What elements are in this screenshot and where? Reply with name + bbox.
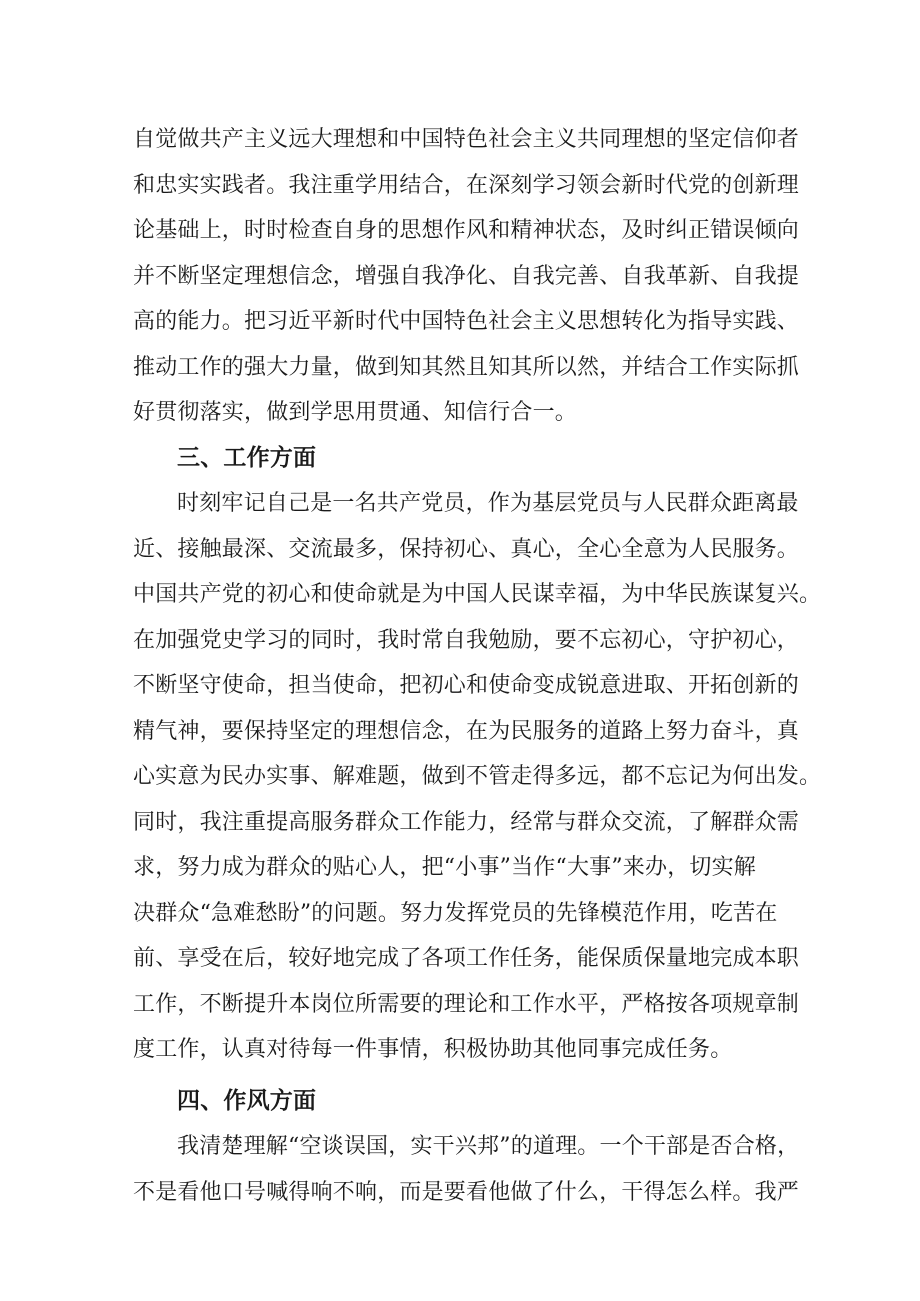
- text-line: 时刻牢记自己是一名共产党员，作为基层党员与人民群众距离最: [177, 491, 799, 516]
- text-line: 近、接触最深、交流最多，保持初心、真心，全心全意为人民服务。: [133, 536, 800, 562]
- section-heading-work: 三、工作方面: [177, 444, 317, 471]
- text-line: 高的能力。把习近平新时代中国特色社会主义思想转化为指导实践、: [133, 309, 800, 334]
- text-line: 并不断坚定理想信念，增强自我净化、自我完善、自我革新、自我提: [133, 263, 800, 289]
- text-line: 自觉做共产主义远大理想和中国特色社会主义共同理想的坚定信仰者: [133, 127, 800, 152]
- text-line: 心实意为民办实事、解难题，做到不管走得多远，都不忘记为何出发。: [133, 764, 822, 789]
- text-line: 中国共产党的初心和使命就是为中国人民谋幸福，为中华民族谋复兴。: [133, 582, 822, 607]
- paragraph-study: [133, 117, 800, 436]
- document-body: [133, 117, 822, 1215]
- text-line: 求，努力成为群众的贴心人，把“小事”当作“大事”来办，切实解: [133, 855, 756, 880]
- text-line: 前、享受在后，较好地完成了各项工作任务，能保质保量地完成本职: [133, 946, 800, 971]
- text-line: 我清楚理解“空谈误国，实干兴邦”的道理。一个干部是否合格，: [177, 1134, 800, 1159]
- section-heading-style: 四、作风方面: [177, 1087, 317, 1114]
- text-line: 同时，我注重提高服务群众工作能力，经常与群众交流，了解群众需: [133, 809, 800, 835]
- text-line: 论基础上，时时检查自身的思想作风和精神状态，及时纠正错误倾向: [133, 218, 800, 243]
- paragraph-style: [133, 1124, 800, 1215]
- text-line: 精气神，要保持坚定的理想信念，在为民服务的道路上努力奋斗，真: [133, 718, 800, 744]
- text-line: 和忠实实践者。我注重学用结合，在深刻学习领会新时代党的创新理: [133, 172, 800, 198]
- paragraph-work: [133, 481, 822, 1073]
- text-line: 推动工作的强大力量，做到知其然且知其所以然，并结合工作实际抓: [133, 354, 800, 380]
- text-line: 好贯彻落实，做到学思用贯通、知信行合一。: [133, 400, 578, 425]
- text-line: 在加强党史学习的同时，我时常自我勉励，要不忘初心，守护初心，: [133, 627, 800, 653]
- text-line: 不是看他口号喊得响不响，而是要看他做了什么，干得怎么样。我严: [133, 1179, 800, 1205]
- text-line: 工作，不断提升本岗位所需要的理论和工作水平，严格按各项规章制: [133, 991, 800, 1017]
- text-line: 度工作，认真对待每一件事情，积极协助其他同事完成任务。: [133, 1037, 733, 1062]
- text-line: 不断坚守使命，担当使命，把初心和使命变成锐意进取、开拓创新的: [133, 673, 800, 698]
- text-line: 决群众“急难愁盼”的问题。努力发挥党员的先锋模范作用，吃苦在: [133, 900, 778, 926]
